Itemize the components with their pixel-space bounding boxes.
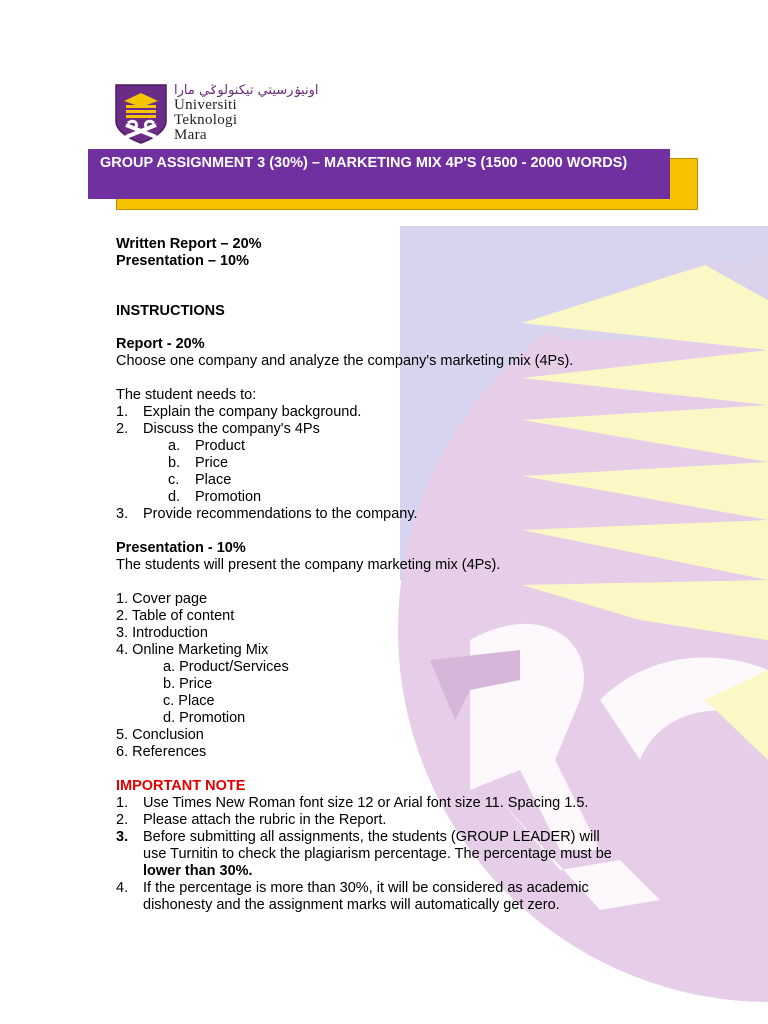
note-item: 4. If the percentage is more than 30%, it will be considered as academic dishonesty and the assignment marks will automatically get zero. <box>116 880 589 913</box>
sub-list-item: b. Price <box>163 676 213 692</box>
crest-icon <box>114 83 168 145</box>
important-note-heading: IMPORTANT NOTE <box>116 778 246 794</box>
presentation-heading: Presentation - 10% <box>116 540 246 556</box>
list-item: 4. Online Marketing Mix <box>116 642 269 658</box>
sub-list-item: d. Promotion <box>168 489 262 505</box>
logo-line-mara: Mara <box>174 127 207 143</box>
list-item: 3. Introduction <box>116 625 208 641</box>
list-item: 2. Table of content <box>116 608 235 624</box>
sub-list-item: d. Promotion <box>163 710 246 726</box>
sub-list-item: c. Place <box>163 693 215 709</box>
list-item: 6. References <box>116 744 207 760</box>
logo-line-universiti: Universiti <box>174 97 237 113</box>
logo-wordmark <box>174 98 237 143</box>
title-banner <box>88 149 670 199</box>
plagiarism-threshold: lower than 30%. <box>143 863 253 879</box>
list-item: 1. Cover page <box>116 591 208 607</box>
list-item: 1. Explain the company background. <box>116 404 362 420</box>
note-item: 3. Before submitting all assignments, the students (GROUP LEADER) will use Turnitin to check the plagiarism percentage. The percentage must be lower than 30%. <box>116 829 612 879</box>
sub-list-item: a. Product/Services <box>163 659 289 675</box>
assignment-title: GROUP ASSIGNMENT 3 (30%) – MARKETING MIX 4P'S (1500 - 2000 WORDS) <box>100 155 628 171</box>
document-body <box>116 236 676 914</box>
university-logo <box>114 83 319 149</box>
list-item: 5. Conclusion <box>116 727 204 743</box>
presentation-weight: Presentation – 10% <box>116 253 249 269</box>
report-intro: Choose one company and analyze the company's marketing mix (4Ps). <box>116 353 574 369</box>
written-report-weight: Written Report – 20% <box>116 236 262 252</box>
list-item: 3. Provide recommendations to the company. <box>116 506 418 522</box>
note-item: 1. Use Times New Roman font size 12 or Arial font size 11. Spacing 1.5. <box>116 795 589 811</box>
logo-arabic-text: اونيۏرسيتي تيكنولوݢي مارا <box>174 83 319 98</box>
presentation-intro: The students will present the company marketing mix (4Ps). <box>116 557 501 573</box>
sub-list-item: b. Price <box>168 455 229 471</box>
note-item: 2. Please attach the rubric in the Report. <box>116 812 387 828</box>
sub-list-item: a. Product <box>168 438 245 454</box>
report-needs: The student needs to: <box>116 387 257 403</box>
sub-list-item: c. Place <box>168 472 232 488</box>
list-item: 2. Discuss the company's 4Ps <box>116 421 320 437</box>
instructions-heading: INSTRUCTIONS <box>116 303 225 319</box>
logo-line-teknologi: Teknologi <box>174 112 238 128</box>
report-heading: Report - 20% <box>116 336 205 352</box>
